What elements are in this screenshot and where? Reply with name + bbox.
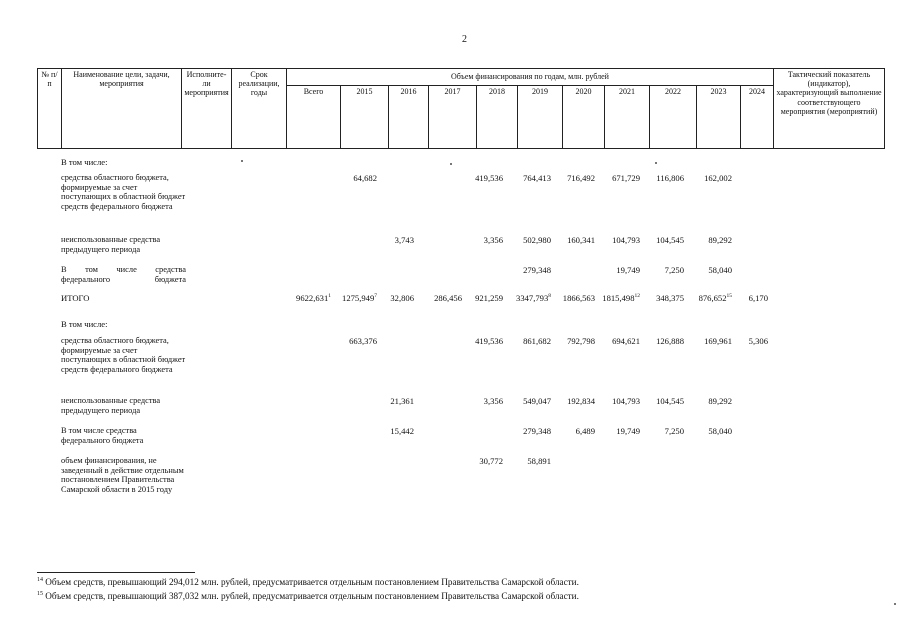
cell-value: 58,040: [708, 265, 732, 275]
cell-value: 104,545: [656, 396, 684, 406]
row-label: В том числе средства федерального бюджета: [61, 265, 186, 284]
row-label: неиспользованные средства предыдущего периода: [61, 396, 161, 415]
value-cell: [479, 456, 503, 466]
value-cell: [567, 396, 595, 406]
page-number: 2: [462, 34, 467, 45]
value-cell: [602, 293, 640, 303]
cell-value: 1275,949: [342, 293, 375, 303]
footnote-separator: [37, 572, 195, 573]
value-cell: [523, 396, 551, 406]
cell-value: 286,456: [434, 293, 462, 303]
value-cell: [516, 293, 551, 303]
footnote-mark: 15: [37, 591, 43, 597]
value-cell: [749, 293, 768, 303]
header-year: 2024: [741, 86, 774, 149]
cell-value: 7,250: [664, 426, 684, 436]
cell-value: 694,621: [612, 336, 640, 346]
header-year: 2020: [563, 86, 605, 149]
row-label: В том числе:: [61, 157, 108, 167]
value-cell: [616, 265, 640, 275]
value-cell: [434, 293, 462, 303]
value-cell: [523, 426, 551, 436]
cell-value: 348,375: [656, 293, 684, 303]
value-cell: [342, 293, 377, 303]
scan-speck: [241, 160, 243, 162]
value-cell: [708, 265, 732, 275]
cell-value: 192,834: [567, 396, 595, 406]
cell-value: 921,259: [475, 293, 503, 303]
footnote-reference: 7: [374, 293, 377, 300]
value-cell: [567, 173, 595, 183]
cell-value: 116,806: [656, 173, 684, 183]
value-cell: [665, 265, 684, 275]
footnote-reference: 15: [726, 293, 732, 300]
cell-value: 89,292: [708, 235, 732, 245]
cell-value: 502,980: [523, 235, 551, 245]
value-cell: [527, 456, 551, 466]
value-cell: [612, 396, 640, 406]
value-cell: [656, 396, 684, 406]
header-year: 2023: [697, 86, 741, 149]
cell-value: 169,961: [704, 336, 732, 346]
row-label: неиспользованные средства предыдущего периода: [61, 235, 161, 254]
cell-value: 876,652: [698, 293, 727, 303]
value-cell: [475, 293, 503, 303]
cell-value: 104,793: [612, 235, 640, 245]
header-indicator: Тактический показатель (индикатор), характеризующий выполнение соответствующего мероприятия (мероприятий): [774, 69, 885, 149]
cell-value: 1815,498: [602, 293, 635, 303]
value-cell: [390, 293, 414, 303]
header-executors: Исполните-ли мероприятия: [182, 69, 232, 149]
value-cell: [699, 293, 732, 303]
cell-value: 19,749: [616, 426, 640, 436]
row-label: ИТОГО: [61, 293, 90, 303]
cell-value: 6,170: [748, 293, 768, 303]
row-label: В том числе средства федерального бюджета: [61, 426, 144, 445]
cell-value: 30,772: [479, 456, 503, 466]
value-cell: [656, 336, 684, 346]
value-cell: [656, 235, 684, 245]
cell-value: 663,376: [349, 336, 377, 346]
value-cell: [708, 235, 732, 245]
value-cell: [390, 426, 414, 436]
value-cell: [353, 173, 377, 183]
cell-value: 716,492: [567, 173, 595, 183]
cell-value: 58,891: [527, 456, 551, 466]
value-cell: [296, 293, 331, 303]
header-year: 2016: [389, 86, 429, 149]
footnote-reference: 12: [634, 293, 640, 300]
header-funding: Объем финансирования по годам, млн. рублей: [287, 69, 774, 86]
scan-speck: [450, 163, 452, 165]
cell-value: 104,545: [656, 235, 684, 245]
table-header: [37, 68, 885, 149]
cell-value: 671,729: [612, 173, 640, 183]
value-cell: [656, 173, 684, 183]
value-cell: [576, 426, 595, 436]
value-cell: [708, 426, 732, 436]
footnote: [37, 591, 579, 601]
cell-value: 792,798: [567, 336, 595, 346]
cell-value: 419,536: [475, 336, 503, 346]
value-cell: [395, 235, 414, 245]
value-cell: [704, 173, 732, 183]
value-cell: [349, 336, 377, 346]
row-label: В том числе:: [61, 319, 108, 329]
header-year: 2021: [605, 86, 650, 149]
value-cell: [704, 336, 732, 346]
footnote-mark: 14: [37, 577, 43, 583]
value-cell: [612, 235, 640, 245]
cell-value: 1866,563: [562, 293, 595, 303]
value-cell: [523, 173, 551, 183]
header-year: 2017: [429, 86, 477, 149]
cell-value: 5,306: [748, 336, 768, 346]
value-cell: [523, 265, 551, 275]
header-year: 2022: [650, 86, 697, 149]
value-cell: [390, 396, 414, 406]
cell-value: 6,489: [575, 426, 595, 436]
cell-value: 764,413: [523, 173, 551, 183]
value-cell: [612, 173, 640, 183]
value-cell: [749, 336, 768, 346]
header-year: 2015: [341, 86, 389, 149]
cell-value: 3,356: [483, 396, 503, 406]
cell-value: 3347,793: [516, 293, 549, 303]
cell-value: 15,442: [390, 426, 414, 436]
cell-value: 64,682: [353, 173, 377, 183]
header-year: 2018: [477, 86, 518, 149]
header-term: Срок реализации, годы: [232, 69, 287, 149]
value-cell: [708, 396, 732, 406]
value-cell: [656, 293, 684, 303]
scan-speck: [894, 603, 896, 605]
value-cell: [612, 336, 640, 346]
value-cell: [523, 336, 551, 346]
value-cell: [665, 426, 684, 436]
cell-value: 279,348: [523, 426, 551, 436]
row-label: объем финансирования, не заведенный в действие отдельным постановлением Правительства Самарской области в 2015 году: [61, 456, 184, 494]
value-cell: [484, 235, 503, 245]
header-year: 2019: [518, 86, 563, 149]
cell-value: 3,356: [483, 235, 503, 245]
footnote-reference: 8: [548, 293, 551, 300]
footnote-text: Объем средств, превышающий 294,012 млн. рублей, предусматривается отдельным постановлением Правительства Самарской области.: [45, 577, 579, 588]
cell-value: 104,793: [612, 396, 640, 406]
footnote-reference: 1: [328, 293, 331, 300]
cell-value: 19,749: [616, 265, 640, 275]
cell-value: 32,806: [390, 293, 414, 303]
value-cell: [567, 336, 595, 346]
cell-value: 549,047: [523, 396, 551, 406]
cell-value: 419,536: [475, 173, 503, 183]
value-cell: [475, 173, 503, 183]
value-cell: [616, 426, 640, 436]
cell-value: 58,040: [708, 426, 732, 436]
cell-value: 126,888: [656, 336, 684, 346]
cell-value: 861,682: [523, 336, 551, 346]
cell-value: 7,250: [664, 265, 684, 275]
value-cell: [523, 235, 551, 245]
value-cell: [563, 293, 595, 303]
header-total: Всего: [287, 86, 341, 149]
cell-value: 162,002: [704, 173, 732, 183]
value-cell: [475, 336, 503, 346]
cell-value: 3,743: [394, 235, 414, 245]
footnote-text: Объем средств, превышающий 387,032 млн. рублей, предусматривается отдельным постановлением Правительства Самарской области.: [45, 591, 579, 602]
row-label: средства областного бюджета, формируемые за счет поступающих в областной бюджет средств федерального бюджета: [61, 173, 186, 211]
cell-value: 89,292: [708, 396, 732, 406]
cell-value: 279,348: [523, 265, 551, 275]
cell-value: 21,361: [390, 396, 414, 406]
cell-value: 160,341: [567, 235, 595, 245]
footnote: [37, 577, 579, 587]
row-label: средства областного бюджета, формируемые за счет поступающих в областной бюджет средств федерального бюджета: [61, 336, 186, 374]
header-name: Наименование цели, задачи, мероприятия: [62, 69, 182, 149]
value-cell: [567, 235, 595, 245]
cell-value: 9622,631: [296, 293, 329, 303]
header-no: № п/п: [38, 69, 62, 149]
value-cell: [484, 396, 503, 406]
scan-speck: [655, 162, 657, 164]
